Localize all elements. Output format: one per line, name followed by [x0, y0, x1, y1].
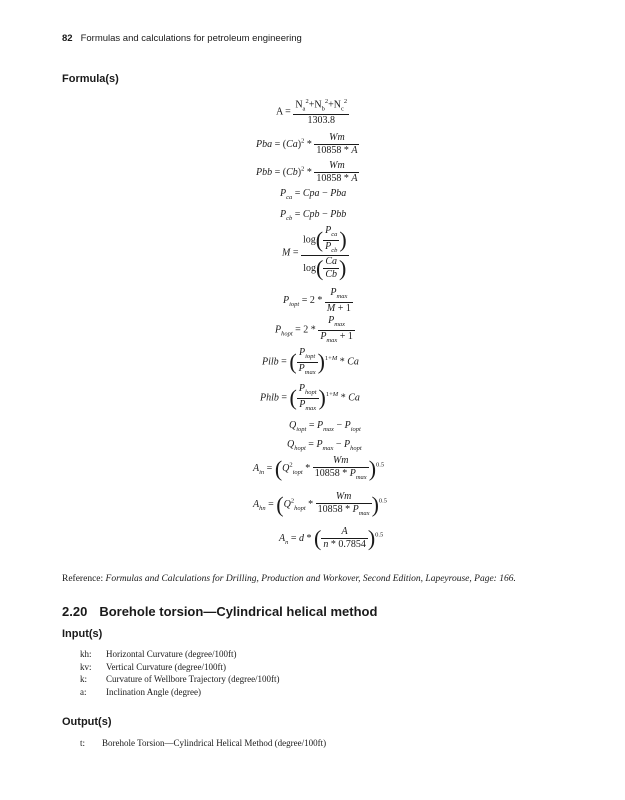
input-symbol: kh: — [80, 649, 92, 659]
formula-pca: $P_{ca}$ = Cpa − Pba — [280, 188, 347, 201]
formula-an: $A_n = d$ * ( $\frac{A}{n * 0.7854}$ )$^{0.5}$ — [279, 525, 384, 551]
input-description: Curvature of Wellbore Trajectory (degree/100ft) — [106, 674, 280, 684]
formulas-heading: Formula(s) — [62, 73, 119, 85]
reference-citation: Formulas and Calculations for Drilling, Production and Workover, Second Edition, Lapeyrouse, Page: 166. — [105, 574, 516, 584]
section-title — [62, 604, 377, 619]
inputs-list — [80, 648, 280, 698]
list-item — [80, 686, 280, 699]
list-item — [80, 673, 280, 686]
formula-m: M = log( $\frac{P_{ca}}{P_{cb}}$ ) log( $\frac{Ca}{Cb}$ ) — [282, 225, 347, 281]
input-description: Vertical Curvature (degree/100ft) — [106, 661, 226, 672]
inputs-heading: Input(s) — [62, 628, 103, 640]
section-number: 2.20 — [62, 604, 88, 619]
formula-pba: Pba = $(Ca)^2$ * $\frac{Wm}{10858 * A}$ — [256, 132, 358, 156]
formula-ain: $A_{in} = (Q^2_{iopt}$ * $\frac{Wm}{10858 * P_{max}}$ )$^{0.5}$ — [253, 455, 385, 481]
list-item — [80, 648, 280, 661]
outputs-list — [80, 738, 326, 748]
outputs-heading: Output(s) — [62, 716, 112, 728]
output-symbol: t: — [80, 738, 86, 748]
section-title-text: Borehole torsion—Cylindrical helical method — [99, 604, 378, 619]
formula-pbb: Pbb = $(Cb)^2$ * $\frac{Wm}{10858 * A}$ — [256, 160, 358, 184]
formula-qiopt: $Q_{iopt} = P_{max} - P_{iopt}$ — [289, 420, 361, 433]
formula-qhopt: $Q_{hopt} = P_{max} - P_{hopt}$ — [287, 439, 362, 452]
input-description: Inclination Angle (degree) — [106, 686, 201, 697]
input-symbol: kv: — [80, 661, 92, 672]
running-header — [62, 33, 302, 44]
input-description: Horizontal Curvature (degree/100ft) — [106, 649, 237, 659]
output-description: Borehole Torsion—Cylindrical Helical Method (degree/100ft) — [102, 738, 327, 748]
running-title: Formulas and calculations for petroleum engineering — [80, 33, 302, 44]
formula-phlb: Phlb = ( $\frac{P_{hopt}}{P_{max}}$ )$^{1+M}$ * Ca — [260, 383, 360, 412]
list-item — [80, 661, 280, 674]
input-symbol: a: — [80, 686, 87, 697]
formula-ahn: $A_{hn} = (Q^2_{hopt}$ * $\frac{Wm}{10858 * P_{max}}$ )$^{0.5}$ — [253, 491, 388, 517]
formula-piopt: $P_{iopt} = 2$ * $\frac{P_{max}}{M + 1}$ — [283, 287, 351, 314]
reference-label: Reference: — [62, 574, 106, 584]
formula-nozzle-area: A = $\frac{N_a^2+N_b^2+N_c^2}{1303.8}$ — [276, 98, 348, 126]
formula-pilb: Pilb = ( $\frac{P_{iopt}}{P_{max}}$ )$^{1+M}$ * Ca — [262, 347, 359, 376]
formula-pcb: $P_{cb}$ = Cpb − Pbb — [280, 209, 347, 222]
formula-phopt: $P_{hopt} = 2$ * $\frac{P_{max}}{P_{max} + 1}$ — [275, 315, 353, 344]
page-number: 82 — [62, 33, 73, 44]
reference — [62, 574, 516, 584]
list-item — [80, 738, 326, 748]
input-symbol: k: — [80, 674, 88, 684]
